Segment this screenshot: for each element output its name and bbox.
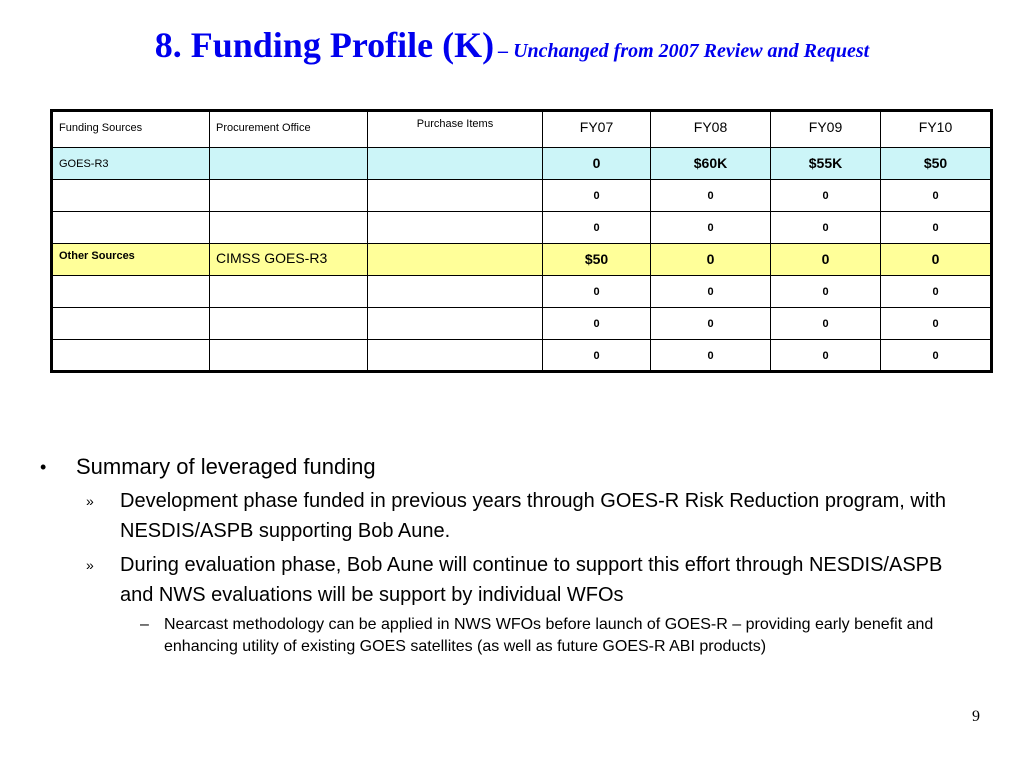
cell-fy07: 0: [543, 276, 651, 308]
sub-bullet-text: During evaluation phase, Bob Aune will continue to support this effort through NESDIS/ASPB and NWS evaluations will be support by individual WFOs: [120, 554, 943, 606]
bullet-list: [40, 452, 980, 658]
header-fy10: FY10: [881, 111, 992, 148]
table-row: [52, 340, 992, 372]
cell-fy07: 0: [543, 148, 651, 180]
cell-fy09: 0: [771, 180, 881, 212]
cell-funding-source: [52, 308, 210, 340]
sub-bullet-item: [40, 486, 980, 546]
cell-fy10: 0: [881, 340, 992, 372]
cell-procurement-office: [210, 308, 368, 340]
cell-funding-source: GOES-R3: [52, 148, 210, 180]
header-procurement-office: Procurement Office: [210, 111, 368, 148]
cell-fy09: 0: [771, 244, 881, 276]
table-row: [52, 212, 992, 244]
cell-funding-source: [52, 340, 210, 372]
cell-fy08: 0: [651, 180, 771, 212]
cell-purchase-items: [368, 212, 543, 244]
bullet-text: Summary of leveraged funding: [76, 454, 376, 479]
cell-fy08: 0: [651, 308, 771, 340]
sub-bullet-text: Development phase funded in previous years through GOES-R Risk Reduction program, with NESDIS/ASPB supporting Bob Aune.: [120, 490, 946, 542]
header-fy09: FY09: [771, 111, 881, 148]
cell-purchase-items: [368, 308, 543, 340]
table-row: [52, 148, 992, 180]
table-row: [52, 180, 992, 212]
cell-funding-source: [52, 276, 210, 308]
table-header-row: [52, 111, 992, 148]
title-subtitle: – Unchanged from 2007 Review and Request: [498, 40, 870, 62]
sub-bullet-item: [40, 550, 980, 610]
cell-fy10: $50: [881, 148, 992, 180]
dash-bullet-icon: –: [140, 616, 149, 633]
cell-funding-source: Other Sources: [52, 244, 210, 276]
cell-procurement-office: [210, 180, 368, 212]
funding-table: [50, 109, 993, 373]
cell-purchase-items: [368, 340, 543, 372]
cell-fy10: 0: [881, 212, 992, 244]
header-fy07: FY07: [543, 111, 651, 148]
cell-fy10: 0: [881, 276, 992, 308]
cell-fy09: $55K: [771, 148, 881, 180]
cell-fy08: 0: [651, 212, 771, 244]
chevron-bullet-icon: »: [86, 557, 94, 573]
table-row: [52, 244, 992, 276]
slide-title: [0, 24, 1024, 66]
table-row: [52, 308, 992, 340]
header-funding-sources: Funding Sources: [52, 111, 210, 148]
bullet-dot-icon: •: [40, 457, 47, 477]
cell-procurement-office: [210, 340, 368, 372]
cell-procurement-office: [210, 148, 368, 180]
cell-purchase-items: [368, 148, 543, 180]
cell-purchase-items: [368, 244, 543, 276]
cell-fy08: $60K: [651, 148, 771, 180]
sub-sub-bullet-text: Nearcast methodology can be applied in NWS WFOs before launch of GOES-R – providing early benefit and enhancing utility of existing GOES satellites (as well as future GOES-R ABI products): [164, 616, 934, 655]
cell-fy07: 0: [543, 340, 651, 372]
cell-funding-source: [52, 212, 210, 244]
cell-fy10: 0: [881, 180, 992, 212]
cell-fy09: 0: [771, 212, 881, 244]
bullet-item: [40, 452, 980, 482]
cell-fy09: 0: [771, 340, 881, 372]
table-row: [52, 276, 992, 308]
title-main: 8. Funding Profile (K): [154, 25, 495, 65]
cell-purchase-items: [368, 276, 543, 308]
cell-fy08: 0: [651, 276, 771, 308]
header-purchase-items: Purchase Items: [368, 111, 543, 148]
chevron-bullet-icon: »: [86, 493, 94, 509]
header-fy08: FY08: [651, 111, 771, 148]
cell-fy07: $50: [543, 244, 651, 276]
page-number: 9: [972, 708, 980, 725]
cell-procurement-office: [210, 212, 368, 244]
cell-fy08: 0: [651, 340, 771, 372]
sub-sub-bullet-item: [40, 614, 954, 658]
cell-fy07: 0: [543, 212, 651, 244]
cell-fy10: 0: [881, 308, 992, 340]
cell-fy07: 0: [543, 180, 651, 212]
cell-funding-source: [52, 180, 210, 212]
cell-fy10: 0: [881, 244, 992, 276]
cell-procurement-office: CIMSS GOES-R3: [210, 244, 368, 276]
cell-fy08: 0: [651, 244, 771, 276]
cell-fy09: 0: [771, 308, 881, 340]
cell-procurement-office: [210, 276, 368, 308]
cell-fy09: 0: [771, 276, 881, 308]
cell-purchase-items: [368, 180, 543, 212]
cell-fy07: 0: [543, 308, 651, 340]
